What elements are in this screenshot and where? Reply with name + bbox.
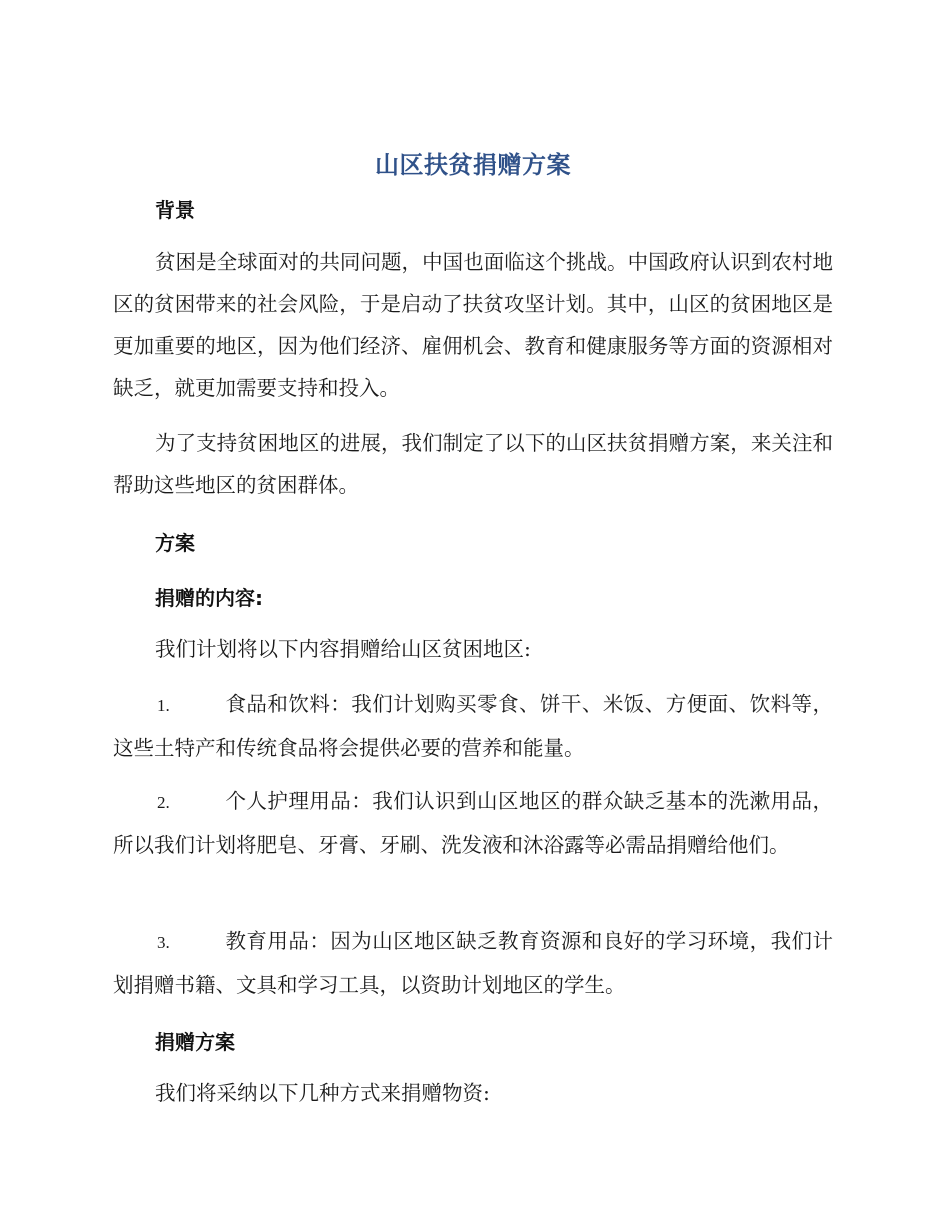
list-text: 个人护理用品：我们认识到山区地区的群众缺乏基本的洗漱用品，所以我们计划将肥皂、牙膏、牙刷、洗发液和沐浴露等必需品捐赠给他们。 bbox=[113, 789, 833, 857]
list-item-1 bbox=[113, 683, 833, 769]
paragraph-background-1: 贫困是全球面对的共同问题，中国也面临这个挑战。中国政府认识到农村地区的贫困带来的社会风险，于是启动了扶贫攻坚计划。其中，山区的贫困地区是更加重要的地区，因为他们经济、雇佣机会、教育和健康服务等方面的资源相对缺乏，就更加需要支持和投入。 bbox=[113, 250, 833, 400]
heading-plan: 方案 bbox=[155, 531, 195, 555]
heading-donation-method: 捐赠方案 bbox=[155, 1030, 235, 1054]
list-item-2 bbox=[113, 780, 833, 866]
paragraph-content-intro: 我们计划将以下内容捐赠给山区贫困地区: bbox=[155, 637, 531, 661]
list-number: 1. bbox=[157, 696, 170, 715]
list-text: 教育用品：因为山区地区缺乏教育资源和良好的学习环境，我们计划捐赠书籍、文具和学习工具，以资助计划地区的学生。 bbox=[113, 929, 833, 997]
heading-background: 背景 bbox=[155, 198, 195, 222]
paragraph-method-intro: 我们将采纳以下几种方式来捐赠物资: bbox=[155, 1081, 490, 1105]
list-text: 食品和饮料：我们计划购买零食、饼干、米饭、方便面、饮料等，这些土特产和传统食品将会提供必要的营养和能量。 bbox=[113, 692, 833, 760]
paragraph-background-2: 为了支持贫困地区的进展，我们制定了以下的山区扶贫捐赠方案，来关注和帮助这些地区的贫困群体。 bbox=[113, 431, 833, 497]
heading-donation-content: 捐赠的内容: bbox=[155, 586, 263, 610]
list-item-3 bbox=[113, 920, 833, 1006]
list-number: 2. bbox=[157, 793, 170, 812]
document-page bbox=[113, 0, 833, 1230]
list-number: 3. bbox=[157, 933, 170, 952]
document-title: 山区扶贫捐赠方案 bbox=[375, 151, 571, 179]
